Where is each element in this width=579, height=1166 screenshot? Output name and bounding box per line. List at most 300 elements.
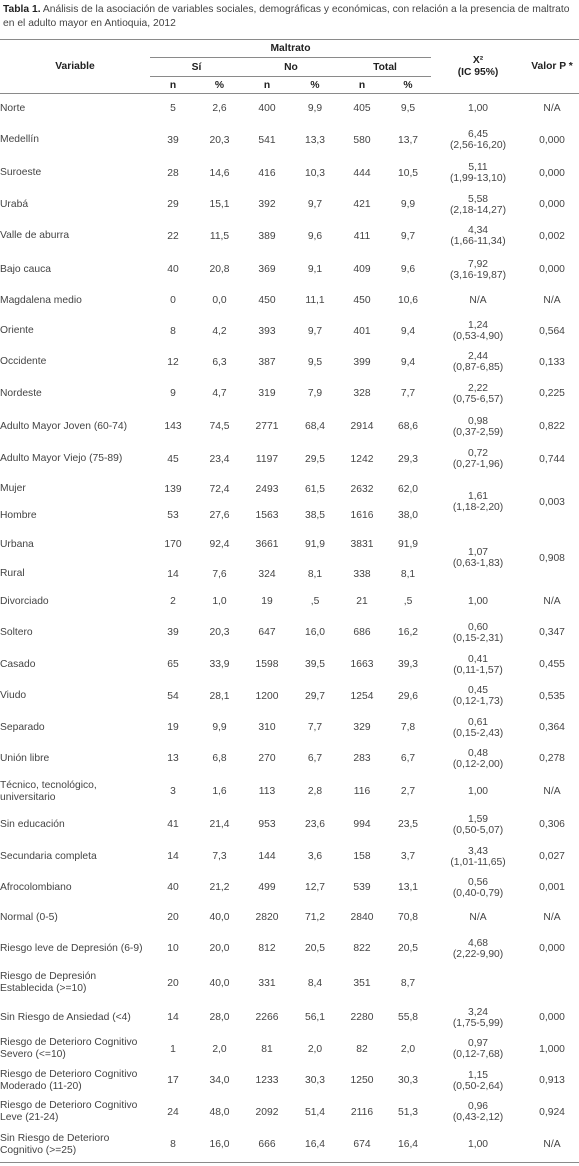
x2-value: 0,56 (467, 876, 489, 888)
x2-value: 5,11 (468, 162, 488, 173)
total-pct-cell: 10,6 (397, 295, 419, 306)
x2-ci-cell (431, 1128, 525, 1163)
pvalue-cell: 0,306 (539, 819, 565, 830)
x2-ci-cell (431, 315, 525, 348)
ci-interval: (2,22-9,90) (452, 948, 504, 960)
pvalue-cell: 0,000 (539, 167, 565, 179)
si-pct-cell: 9,9 (212, 722, 227, 733)
si-n-cell: 3 (170, 786, 176, 797)
x2-ci-cell (431, 841, 525, 873)
no-n-cell: 113 (258, 786, 276, 797)
total-n-cell: 1242 (350, 453, 374, 465)
table-row (0, 588, 579, 616)
si-n-cell: 8 (170, 325, 176, 337)
total-n-cell: 338 (353, 568, 371, 580)
no-pct-cell: 9,5 (307, 356, 323, 368)
no-n-cell: 19 (261, 596, 273, 607)
total-pct-cell: 68,6 (397, 421, 419, 432)
si-pct-cell: 15,1 (209, 199, 230, 210)
no-n-cell: 389 (258, 230, 276, 242)
total-n-cell: 328 (353, 388, 371, 399)
no-pct-cell: 16,0 (304, 627, 326, 638)
no-pct-cell: 23,6 (304, 819, 326, 830)
variable-cell: Soltero (0, 626, 33, 638)
total-pct-cell: 7,7 (400, 388, 416, 399)
ci-interval: (0,50-2,64) (452, 1080, 504, 1092)
no-n-cell: 270 (258, 753, 276, 764)
si-n-cell: 40 (167, 882, 179, 893)
x2-ci-cell (431, 650, 525, 680)
table-row (0, 713, 579, 743)
total-n-cell: 409 (353, 264, 371, 275)
si-n-cell: 20 (167, 912, 179, 923)
header-total: Total (339, 58, 431, 77)
total-n-cell: 1254 (350, 690, 374, 702)
total-pct-cell: 38,0 (397, 510, 419, 521)
si-pct-cell: 11,5 (209, 230, 230, 242)
x2-ci-cell (431, 411, 525, 443)
variable-cell: Riesgo de Deterioro Cognitivo Leve (21-24) (0, 1100, 138, 1123)
total-pct-cell: 20,5 (397, 943, 419, 954)
pvalue-cell: 0,908 (539, 552, 565, 564)
si-pct-cell: 21,2 (209, 882, 230, 893)
table-row (0, 94, 579, 124)
no-pct-cell: 11,1 (305, 295, 325, 306)
no-n-cell: 319 (258, 388, 276, 399)
x2-ci-cell (431, 348, 525, 377)
si-pct-cell: 20,0 (209, 943, 230, 954)
table-row (0, 650, 579, 680)
table-row (0, 529, 579, 561)
pvalue-cell: 0,364 (539, 722, 565, 733)
x2-value: 1,00 (467, 1139, 489, 1151)
pvalue-cell: 0,822 (539, 421, 565, 432)
table-row (0, 411, 579, 443)
si-n-cell: 10 (167, 943, 179, 954)
ci-interval: (1,99-13,10) (449, 173, 507, 184)
x2-ci-cell (431, 287, 525, 315)
variable-cell: Rural (0, 568, 25, 579)
total-pct-cell: 13,1 (397, 882, 419, 893)
header-x2-line2: (IC 95%) (457, 66, 499, 78)
x2-value: 1,61 (467, 491, 489, 502)
total-n-cell: 21 (356, 596, 368, 607)
total-pct-cell: 7,8 (400, 722, 416, 733)
table-row (0, 220, 579, 253)
total-n-cell: 994 (353, 819, 371, 830)
x2-value: 5,58 (467, 193, 489, 205)
no-pct-cell: 2,0 (307, 1043, 323, 1055)
no-n-cell: 666 (243, 1128, 291, 1163)
table-row (0, 616, 579, 650)
table-row (0, 1065, 579, 1097)
data-table (0, 39, 579, 1163)
table-row (0, 476, 579, 503)
x2-ci-cell (431, 775, 525, 809)
variable-cell: Medellín (0, 134, 39, 145)
total-n-cell: 822 (353, 943, 371, 954)
x2-value: 0,48 (467, 747, 489, 759)
no-pct-cell: 68,4 (304, 421, 326, 432)
x2-ci-cell (431, 965, 525, 1002)
header-x2-line1: X² (472, 54, 484, 66)
total-n-cell: 329 (353, 722, 371, 733)
si-n-cell: 12 (167, 356, 179, 368)
x2-value: 4,34 (467, 225, 489, 236)
total-n-cell: 82 (356, 1043, 368, 1055)
x2-ci-cell (431, 1065, 525, 1097)
no-n-cell: 450 (258, 295, 276, 306)
x2-value: 0,60 (467, 621, 489, 633)
total-n-cell: 421 (353, 199, 371, 210)
x2-ci-cell (431, 588, 525, 616)
ci-interval: (1,66-11,34) (450, 236, 506, 247)
no-n-cell: 2266 (255, 1012, 279, 1023)
no-n-cell: 2092 (255, 1106, 279, 1118)
table-row (0, 1097, 579, 1128)
total-pct-cell: 55,8 (397, 1012, 419, 1023)
x2-value: 1,00 (467, 596, 489, 607)
total-pct-cell: ,5 (403, 596, 413, 607)
no-n-cell: 541 (258, 134, 276, 146)
x2-ci-cell (431, 743, 525, 775)
total-pct-cell: 9,4 (400, 356, 416, 368)
total-n-cell: 405 (353, 103, 371, 115)
no-pct-cell: 51,4 (304, 1106, 326, 1118)
no-n-cell: 81 (261, 1043, 273, 1055)
no-pct-cell: 56,1 (304, 1012, 326, 1023)
variable-cell: Urbana (0, 538, 34, 550)
pvalue-cell: 0,000 (539, 134, 565, 146)
si-n-cell: 40 (167, 264, 179, 275)
total-pct-cell: 9,6 (400, 264, 416, 275)
ci-interval: (0,43-2,12) (452, 1112, 504, 1123)
pvalue-cell: N/A (543, 295, 561, 306)
no-pct-cell: 10,3 (304, 167, 326, 179)
pvalue-cell: N/A (543, 912, 561, 923)
x2-value: 3,24 (467, 1006, 489, 1018)
pvalue-cell: 0,027 (539, 851, 565, 862)
total-pct-cell: 30,3 (397, 1075, 419, 1086)
si-pct-cell: 20,8 (209, 264, 230, 275)
total-n-cell: 539 (353, 882, 371, 893)
si-pct-cell: 4,7 (212, 388, 227, 399)
si-pct-cell: 0,0 (212, 295, 227, 306)
si-n-cell: 19 (167, 722, 179, 733)
x2-value: 1,07 (467, 547, 489, 558)
total-pct-cell: 70,8 (397, 912, 419, 923)
variable-cell: Sin Riesgo de Deterioro Cognitivo (>=25) (0, 1128, 150, 1163)
x2-ci-cell (431, 377, 525, 411)
si-pct-cell: 74,5 (209, 421, 230, 432)
table-row (0, 377, 579, 411)
variable-cell: Viudo (0, 690, 27, 701)
x2-ci-cell (431, 933, 525, 965)
si-pct-cell: 21,4 (209, 819, 230, 830)
variable-cell: Unión libre (0, 752, 50, 764)
pvalue-cell: N/A (543, 103, 561, 115)
table-row (0, 775, 579, 809)
variable-cell: Sin educación (0, 818, 65, 830)
header-si: Sí (150, 58, 243, 77)
no-pct-cell: 2,8 (307, 786, 323, 797)
x2-value: 1,00 (467, 786, 489, 797)
pvalue-cell: 0,744 (539, 453, 565, 465)
variable-cell: Urabá (0, 198, 29, 210)
ci-interval: (2,56-16,20) (449, 140, 507, 151)
total-n-cell: 450 (353, 295, 371, 306)
variable-cell: Riesgo leve de Depresión (6-9) (0, 942, 143, 954)
pvalue-cell: N/A (543, 786, 561, 797)
table-row (0, 809, 579, 841)
no-n-cell: 812 (258, 943, 276, 954)
table-header (0, 40, 579, 94)
no-n-cell: 392 (258, 199, 276, 210)
no-pct-cell: 9,1 (307, 264, 323, 275)
total-n-cell: 351 (353, 977, 371, 989)
variable-cell: Magdalena medio (0, 294, 82, 306)
si-n-cell: 8 (150, 1128, 196, 1163)
total-pct-cell: 10,5 (397, 167, 419, 179)
no-n-cell: 2493 (255, 483, 279, 495)
no-pct-cell: 9,6 (307, 230, 323, 242)
no-pct-cell: 6,7 (307, 753, 323, 764)
x2-ci-cell (431, 713, 525, 743)
header-total-pct: % (385, 77, 431, 94)
no-n-cell: 387 (258, 356, 276, 368)
si-pct-cell: 2,6 (212, 103, 227, 115)
pvalue-cell: 0,347 (539, 627, 565, 638)
variable-cell: Hombre (0, 509, 37, 521)
pvalue-cell: 0,000 (539, 264, 565, 275)
header-no: No (243, 58, 339, 77)
no-n-cell: 1200 (255, 690, 279, 702)
no-pct-cell: 8,1 (307, 568, 323, 580)
total-n-cell: 1663 (350, 659, 374, 670)
total-pct-cell: 16,4 (385, 1128, 431, 1163)
si-pct-cell: 20,3 (209, 627, 230, 638)
pvalue-cell: 0,000 (539, 199, 565, 210)
table-row (0, 190, 579, 220)
no-pct-cell: 61,5 (304, 483, 326, 495)
header-total-n: n (339, 77, 385, 94)
total-pct-cell: 29,3 (397, 453, 419, 465)
si-pct-cell: 6,3 (212, 356, 227, 368)
si-n-cell: 170 (164, 539, 182, 550)
total-pct-cell: 16,2 (397, 627, 419, 638)
si-n-cell: 29 (167, 199, 179, 210)
si-pct-cell: 34,0 (209, 1075, 230, 1086)
x2-value: 0,97 (467, 1038, 489, 1049)
pvalue-cell: N/A (543, 596, 561, 607)
no-n-cell: 310 (258, 722, 276, 733)
pvalue-cell: 0,564 (539, 325, 565, 337)
header-si-pct: % (196, 77, 243, 94)
x2-ci-cell (431, 190, 525, 220)
table-row (0, 873, 579, 903)
ci-interval: (0,27-1,96) (452, 459, 504, 470)
no-pct-cell: 30,3 (304, 1075, 326, 1086)
x2-ci-cell (431, 94, 525, 124)
x2-ci-cell (431, 1097, 525, 1128)
no-pct-cell: 29,5 (304, 453, 326, 465)
si-n-cell: 13 (167, 753, 179, 764)
x2-ci-cell (431, 476, 525, 529)
si-n-cell: 39 (167, 627, 179, 638)
no-n-cell: 2771 (255, 421, 279, 432)
total-n-cell: 401 (353, 325, 371, 337)
si-pct-cell: 28,1 (209, 690, 230, 702)
ci-interval: (0,12-1,73) (452, 696, 504, 707)
no-n-cell: 369 (258, 264, 276, 275)
table-row (0, 157, 579, 190)
si-n-cell: 28 (167, 167, 179, 179)
x2-ci-cell (431, 809, 525, 841)
no-n-cell: 416 (258, 167, 276, 179)
si-n-cell: 20 (167, 977, 179, 989)
pvalue-cell: 0,225 (539, 388, 565, 399)
pvalue-cell: 0,002 (539, 230, 565, 242)
table-row (0, 933, 579, 965)
total-n-cell: 444 (353, 167, 371, 179)
si-n-cell: 14 (167, 1012, 179, 1023)
total-pct-cell: 29,6 (397, 690, 419, 702)
si-pct-cell: 92,4 (209, 539, 230, 550)
pvalue-cell: 0,133 (539, 356, 565, 368)
x2-ci-cell (431, 124, 525, 157)
si-n-cell: 39 (167, 134, 179, 146)
total-pct-cell: 9,4 (400, 325, 416, 337)
si-n-cell: 14 (167, 851, 179, 862)
variable-cell: Técnico, tecnológico, universitario (0, 779, 97, 803)
table-body (0, 94, 579, 1163)
x2-ci-cell (431, 1002, 525, 1034)
no-n-cell: 331 (258, 977, 276, 989)
total-n-cell: 283 (353, 753, 371, 764)
table-row (0, 253, 579, 287)
si-n-cell: 143 (164, 421, 182, 432)
x2-value: 0,72 (467, 448, 489, 459)
table-row (0, 903, 579, 933)
x2-ci-cell (431, 680, 525, 713)
total-pct-cell: 62,0 (397, 483, 419, 495)
pvalue-cell: 0,913 (539, 1075, 565, 1086)
no-pct-cell: 9,7 (307, 325, 323, 337)
no-n-cell: 499 (258, 882, 276, 893)
ci-interval: (0,50-5,07) (452, 824, 504, 836)
table-row (0, 443, 579, 476)
ci-interval: (0,15-2,43) (452, 727, 504, 739)
total-pct-cell: 13,7 (397, 134, 419, 146)
si-n-cell: 54 (167, 690, 179, 702)
si-pct-cell: 48,0 (209, 1106, 230, 1118)
table-row (0, 287, 579, 315)
si-n-cell: 5 (170, 103, 176, 115)
no-pct-cell: 91,9 (304, 539, 326, 550)
total-pct-cell: 6,7 (400, 753, 416, 764)
ci-interval: (0,63-1,83) (452, 558, 504, 569)
total-n-cell: 399 (353, 356, 371, 368)
si-n-cell: 41 (167, 819, 179, 830)
x2-value: 7,92 (467, 258, 489, 270)
total-pct-cell: 9,7 (400, 230, 416, 242)
x2-ci-cell (431, 443, 525, 476)
ci-interval: (1,75-5,99) (452, 1017, 504, 1029)
x2-ci-cell (431, 616, 525, 650)
x2-ci-cell (431, 529, 525, 588)
ci-interval: (0,75-6,57) (452, 393, 504, 405)
no-pct-cell: 39,5 (304, 659, 326, 670)
variable-cell: Nordeste (0, 387, 42, 399)
table-row (0, 1034, 579, 1065)
variable-cell: Sin Riesgo de Ansiedad (<4) (0, 1011, 131, 1023)
total-pct-cell: 51,3 (397, 1106, 419, 1118)
total-pct-cell: 2,7 (400, 786, 416, 797)
total-n-cell: 1250 (350, 1075, 374, 1086)
pvalue-cell: 0,000 (539, 1012, 565, 1023)
no-n-cell: 1233 (255, 1075, 279, 1086)
no-pct-cell: 12,7 (304, 882, 326, 893)
x2-ci-cell (431, 903, 525, 933)
si-pct-cell: 1,0 (212, 596, 227, 607)
pvalue-cell: 0,001 (539, 882, 565, 893)
x2-ci-cell (431, 220, 525, 253)
x2-value: 2,22 (467, 382, 489, 394)
pvalue-cell (525, 965, 579, 1002)
ci-interval: (0,12-7,68) (452, 1049, 504, 1060)
x2-value: 1,15 (467, 1069, 489, 1081)
si-n-cell: 22 (167, 230, 179, 242)
header-pvalue: Valor P * (525, 40, 579, 94)
si-n-cell: 45 (167, 453, 179, 465)
ci-interval: (0,87-6,85) (452, 362, 504, 373)
variable-cell: Adulto Mayor Viejo (75-89) (0, 453, 123, 464)
header-x2 (431, 40, 525, 94)
si-pct-cell: 23,4 (209, 453, 230, 465)
variable-cell: Suroeste (0, 167, 42, 178)
table-caption (3, 3, 575, 31)
no-pct-cell: ,5 (310, 596, 320, 607)
x2-value: 1,00 (467, 103, 489, 115)
variable-cell: Adulto Mayor Joven (60-74) (0, 420, 128, 432)
variable-cell: Mujer (0, 483, 26, 494)
total-pct-cell: 9,5 (400, 103, 416, 115)
total-n-cell: 3831 (350, 539, 374, 550)
table-row (0, 743, 579, 775)
variable-cell: Bajo cauca (0, 263, 51, 275)
x2-value: 4,68 (467, 937, 489, 949)
si-n-cell: 139 (164, 483, 182, 495)
x2-value: 3,43 (467, 845, 489, 857)
total-pct-cell: 91,9 (397, 539, 419, 550)
ci-interval: (3,16-19,87) (449, 269, 507, 281)
si-pct-cell: 16,0 (196, 1128, 243, 1163)
ci-interval: (0,53-4,90) (452, 331, 504, 342)
total-n-cell: 674 (339, 1128, 385, 1163)
si-pct-cell: 40,0 (209, 977, 230, 989)
no-n-cell: 2820 (255, 912, 279, 923)
total-n-cell: 411 (353, 230, 371, 242)
caption-text: Análisis de la asociación de variables sociales, demográficas y económicas, con relación a la presencia de maltrato en el adulto mayor en Antioquia, 2012 (3, 4, 570, 29)
table-row (0, 315, 579, 348)
total-pct-cell: 39,3 (397, 659, 419, 670)
si-pct-cell: 14,6 (209, 167, 230, 179)
no-pct-cell: 9,9 (307, 103, 323, 115)
x2-value: 1,24 (467, 320, 489, 331)
x2-value: 0,45 (467, 685, 489, 696)
header-no-pct: % (291, 77, 339, 94)
x2-ci-cell (431, 873, 525, 903)
